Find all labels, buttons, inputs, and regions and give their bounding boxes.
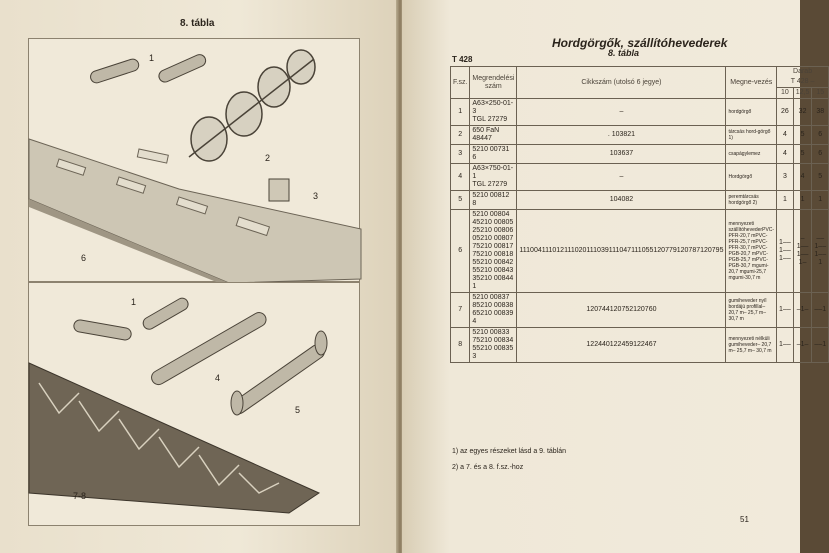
- cell-article-number-line: 111020: [564, 247, 587, 254]
- cell-designation: csapágylemez: [726, 145, 777, 164]
- cell-designation: [726, 293, 777, 328]
- cell-article-number-line: 120779: [653, 247, 677, 254]
- cell-qty-10-line: 1: [779, 239, 783, 246]
- cell-designation-line: PVC-PGB-20,7 m: [728, 245, 768, 257]
- cell-qty-12-5-line: –: [804, 306, 809, 313]
- cell-qty-10-line: 1: [779, 306, 783, 313]
- cell-qty-12-5-line: –: [804, 251, 809, 258]
- cell-qty-12-5: [793, 210, 812, 293]
- table-row: [451, 145, 829, 164]
- cell-qty-10-line: –: [782, 239, 787, 246]
- cell-qty-15-line: –: [822, 243, 827, 250]
- cell-fsz: 7: [451, 293, 470, 328]
- cell-designation-line: gumi-25,7 m: [728, 269, 766, 281]
- cell-order-number-line: 5210 00843 3: [472, 267, 514, 282]
- cell-designation: peremtárcsás hordgörgő 2): [726, 191, 777, 210]
- cell-order-number-line: 5210 00842 5: [472, 259, 514, 274]
- cell-order-number-line: 5210 00817 7: [472, 243, 514, 258]
- cell-designation-line: PVC-PFR-20,7 m: [728, 227, 775, 239]
- cell-article-number-line: 111047: [608, 247, 632, 254]
- cell-designation-line: gumi-20,7 m: [728, 263, 769, 275]
- illustration-top: [28, 38, 360, 282]
- cell-qty-10-line: –: [786, 247, 791, 254]
- page-number: 51: [740, 515, 749, 524]
- cell-designation: hordgörgő: [726, 99, 777, 126]
- table-row: [451, 328, 829, 363]
- header-article-number: Cikkszám (utolsó 6 jegye): [517, 67, 726, 99]
- cell-designation-line: PVC-PFR-25,7 m: [728, 233, 768, 245]
- label-3: 3: [313, 191, 319, 201]
- cell-designation: [726, 328, 777, 363]
- header-designation: Megne-vezés: [726, 67, 777, 99]
- cell-article-number-line: 122467: [633, 341, 657, 348]
- cell-article-number-line: 122459: [609, 341, 634, 348]
- right-page-subtitle: 8. tábla: [608, 48, 640, 58]
- cell-qty-15: [812, 293, 829, 328]
- roller: [141, 296, 190, 331]
- cell-article-number: –: [517, 99, 726, 126]
- cell-qty-10: 26: [777, 99, 794, 126]
- roller: [73, 319, 132, 341]
- cell-order-number: [470, 328, 517, 363]
- cell-qty-12-5: 5: [793, 126, 812, 145]
- cell-qty-15-line: –: [814, 306, 819, 313]
- cell-fsz: 2: [451, 126, 470, 145]
- bearing-plate: [269, 179, 289, 201]
- cell-qty-12-5: [793, 328, 812, 363]
- cell-qty-15: [812, 210, 829, 293]
- cell-qty-12-5-line: –: [804, 243, 809, 250]
- cell-order-number-line: 5210 00804 4: [472, 211, 510, 226]
- cell-article-number: 103637: [517, 145, 726, 164]
- flanged-roller: [229, 342, 327, 417]
- cell-qty-12-5-line: –: [802, 259, 807, 266]
- cell-article-number-line: 122440: [586, 341, 610, 348]
- cell-article-number-line: 120760: [633, 306, 657, 313]
- cell-designation-line: mennyezeti szállítóheveder: [728, 221, 763, 233]
- label-5: 5: [295, 405, 301, 415]
- cell-fsz: 4: [451, 164, 470, 191]
- cell-qty-15-line: –: [816, 235, 821, 242]
- table-body: [451, 99, 829, 363]
- wheel: [258, 67, 290, 107]
- footnote-1: 1) az egyes részeket lásd a 9. táblán: [452, 448, 567, 455]
- roller: [157, 53, 208, 84]
- cell-designation-line: gumiheveder nyíl bordájú profillal: [728, 298, 767, 310]
- cell-designation-line: – 30,7 m: [728, 310, 767, 322]
- cell-qty-10: [777, 293, 794, 328]
- cell-designation-line: – 20,7 m: [728, 304, 766, 316]
- cell-qty-12-5: 4: [793, 164, 812, 191]
- cell-designation-line: PVC-PGB-25,7 m: [728, 251, 768, 263]
- long-roller: [149, 310, 269, 387]
- cell-qty-12-5-line: –: [800, 235, 805, 242]
- label-1-bottom: 1: [131, 297, 137, 307]
- cell-qty-12-5-line: –: [800, 251, 805, 258]
- cell-order-number-line: 5210 00838 6: [472, 302, 514, 317]
- header-col-10: 10: [777, 88, 794, 99]
- cell-order-number-line: 5210 00833 7: [472, 329, 510, 344]
- flange: [231, 391, 243, 415]
- rollers-wheels-drawing: [29, 39, 361, 283]
- cell-qty-10-line: –: [786, 306, 791, 313]
- header-darab-sub: T 428 –: [777, 77, 829, 88]
- cell-article-number: [517, 210, 726, 293]
- axle: [189, 59, 314, 157]
- cell-order-number-line: 5210 00818 5: [472, 251, 514, 266]
- cell-fsz: 6: [451, 210, 470, 293]
- cell-qty-12-5-line: –: [804, 341, 809, 348]
- cell-order-number: 5210 00812 8: [470, 191, 517, 210]
- cell-qty-15-line: 1: [814, 251, 819, 258]
- cell-qty-15-line: 1: [822, 341, 827, 348]
- cell-article-number-line: 120795: [700, 247, 724, 254]
- cell-qty-12-5: [793, 293, 812, 328]
- right-page-title: Hordgörgők, szállítóhevederek: [552, 36, 728, 50]
- belt-cleat: [137, 149, 168, 163]
- cell-article-number-line: 120787: [676, 247, 701, 254]
- wheel: [287, 50, 315, 84]
- cell-qty-10: 1: [777, 191, 794, 210]
- cell-order-number: [470, 293, 517, 328]
- cell-qty-10-line: –: [786, 239, 791, 246]
- cell-qty-10-line: 1: [779, 247, 783, 254]
- cell-qty-10: 4: [777, 126, 794, 145]
- cell-qty-12-5: 5: [793, 145, 812, 164]
- cell-fsz: 1: [451, 99, 470, 126]
- table-row: [451, 191, 829, 210]
- cell-qty-15-line: –: [818, 251, 823, 258]
- cell-designation-line: – 20,7 m: [728, 342, 772, 354]
- table-row: [451, 164, 829, 191]
- cell-qty-12-5-line: 1: [800, 306, 805, 313]
- header-fsz: F.sz.: [451, 67, 470, 99]
- roller: [89, 58, 140, 85]
- cell-article-number-line: 111055: [631, 247, 654, 254]
- cell-qty-10: [777, 210, 794, 293]
- cell-designation: Hordgörgő: [726, 164, 777, 191]
- cell-qty-15: 1: [812, 191, 829, 210]
- cell-qty-15-line: –: [818, 243, 823, 250]
- cell-qty-15-line: –: [818, 341, 823, 348]
- cell-fsz: 8: [451, 328, 470, 363]
- table-row: [451, 293, 829, 328]
- cell-qty-15: 38: [812, 99, 829, 126]
- cell-qty-15-line: 1: [818, 259, 823, 266]
- cell-order-number-line: 5210 00837 8: [472, 294, 510, 309]
- cell-article-number: 104082: [517, 191, 726, 210]
- table-row: [451, 99, 829, 126]
- cell-order-number-line: 5210 00835 3: [472, 345, 514, 360]
- cell-article-number-line: 120744: [586, 306, 610, 313]
- cell-qty-10: 3: [777, 164, 794, 191]
- table-code: T 428: [452, 55, 473, 64]
- cell-order-number-line: 5210 00839 4: [472, 310, 514, 325]
- cell-designation-line: PVC-PFR-30,7 m: [728, 239, 768, 251]
- cell-fsz: 5: [451, 191, 470, 210]
- cell-designation-line: mennyezeti nélküli gumiheveder: [728, 336, 770, 348]
- cell-order-number: [470, 210, 517, 293]
- table-row: [451, 126, 829, 145]
- cell-order-number-line: 5210 00806 0: [472, 227, 514, 242]
- table-row: [451, 210, 829, 293]
- parts-table: [450, 66, 829, 363]
- cell-qty-12-5-line: 1: [796, 251, 801, 258]
- cell-qty-12-5-line: 1: [798, 259, 803, 266]
- cell-qty-15-line: –: [818, 306, 823, 313]
- header-darab: Darab: [777, 67, 829, 78]
- cell-qty-15: [812, 328, 829, 363]
- cell-qty-12-5-line: –: [800, 243, 805, 250]
- cell-qty-10-line: 1: [779, 341, 783, 348]
- cell-qty-10-line: –: [782, 255, 787, 262]
- cell-qty-15-line: 1: [822, 306, 827, 313]
- cell-qty-12-5-line: 1: [800, 341, 805, 348]
- cell-order-number-line: 5210 00844 1: [472, 275, 514, 290]
- cell-order-number: 5210 00731 6: [470, 145, 517, 164]
- cell-article-number-line: 120752: [609, 306, 634, 313]
- cell-article-number: [517, 293, 726, 328]
- cell-designation-line: – 25,7 m: [732, 348, 753, 354]
- cell-qty-10-line: –: [782, 341, 787, 348]
- cell-article-number-line: 111039: [586, 247, 609, 254]
- header-col-12-5: 12,5: [793, 88, 812, 99]
- header-order-number: Megrendelési szám: [470, 67, 517, 99]
- rollers-belt-drawing: [29, 283, 361, 527]
- cell-qty-15-line: –: [814, 341, 819, 348]
- cell-article-number-line: 111012: [541, 247, 565, 254]
- cell-qty-10: [777, 328, 794, 363]
- flange: [315, 331, 327, 355]
- cell-qty-10-line: –: [786, 341, 791, 348]
- cell-qty-10-line: –: [782, 247, 787, 254]
- cell-article-number: [517, 328, 726, 363]
- cell-qty-12-5-line: 1: [796, 243, 801, 250]
- label-4: 4: [215, 373, 221, 383]
- label-1: 1: [149, 53, 155, 63]
- cell-designation-line: PVC-PGB-30,7 m: [728, 257, 768, 269]
- cell-qty-12-5-line: –: [796, 306, 801, 313]
- cell-qty-15: 6: [812, 126, 829, 145]
- left-page: [0, 0, 398, 553]
- cell-designation-line: gumi-30,7 m: [732, 275, 761, 281]
- cell-order-number: A63×750-01-1 TGL 27279: [470, 164, 517, 191]
- cell-order-number-line: 5210 00805 2: [472, 219, 514, 234]
- header-col-15: 15: [812, 88, 829, 99]
- cell-designation: tárcsás hord-görgő 1): [726, 126, 777, 145]
- cell-qty-12-5: 1: [793, 191, 812, 210]
- cell-qty-15: 5: [812, 164, 829, 191]
- cell-qty-15: 6: [812, 145, 829, 164]
- label-7-8: 7-8: [73, 491, 87, 501]
- cell-qty-10-line: –: [786, 255, 791, 262]
- cell-qty-10-line: –: [782, 306, 787, 313]
- label-6: 6: [81, 253, 87, 263]
- cell-qty-15-line: –: [820, 235, 825, 242]
- cell-order-number-line: 5210 00807 7: [472, 235, 514, 250]
- footnote-2: 2) a 7. és a 8. f.sz.-hoz: [452, 464, 524, 471]
- cell-designation-line: – 25,7 m: [743, 310, 764, 316]
- cell-designation-line: – 30,7 m: [752, 348, 772, 354]
- cell-article-number-line: 111004: [519, 247, 542, 254]
- wheel: [191, 117, 227, 161]
- cell-qty-10-line: 1: [779, 255, 783, 262]
- left-page-title: 8. tábla: [180, 18, 215, 29]
- label-2: 2: [265, 153, 271, 163]
- cell-order-number: A63×250-01-3 TGL 27279: [470, 99, 517, 126]
- cell-article-number: . 103821: [517, 126, 726, 145]
- illustration-bottom: [28, 282, 360, 526]
- cell-qty-15-line: –: [822, 251, 827, 258]
- cell-order-number-line: 5210 00834 5: [472, 337, 514, 352]
- cell-qty-12-5: 32: [793, 99, 812, 126]
- cell-article-number: –: [517, 164, 726, 191]
- cell-qty-10: 4: [777, 145, 794, 164]
- cell-order-number: 650 FaN 48447: [470, 126, 517, 145]
- cell-qty-15-line: 1: [814, 243, 819, 250]
- cell-designation: [726, 210, 777, 293]
- cell-fsz: 3: [451, 145, 470, 164]
- cell-qty-12-5-line: –: [796, 341, 801, 348]
